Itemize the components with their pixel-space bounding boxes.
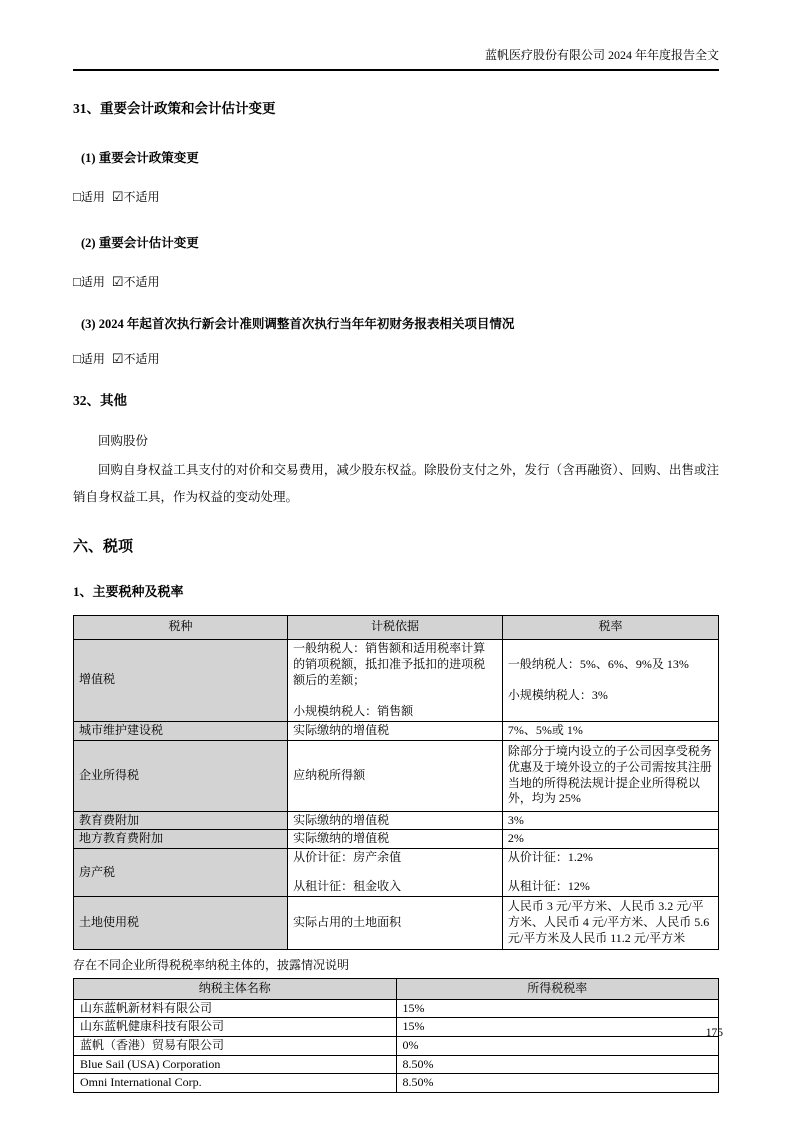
- not-applicable-label: 不适用: [123, 275, 160, 289]
- tax-rate-cell: 3%: [502, 811, 718, 830]
- not-applicable-option: [112, 188, 160, 205]
- table-header-row: [74, 978, 719, 999]
- income-tax-entity-table: [73, 978, 719, 1093]
- checkbox-unchecked-icon: □: [73, 274, 81, 289]
- section-31-sub1-title: (1) 重要会计政策变更: [81, 151, 199, 165]
- vat-basis-small: 小规模纳税人：销售额: [293, 703, 414, 718]
- entity-table-note: 存在不同企业所得税税率纳税主体的，披露情况说明: [73, 957, 350, 972]
- applicable-label: 适用: [80, 190, 105, 204]
- section-31-sub3-title: (3) 2024 年起首次执行新会计准则调整首次执行当年年初财务报表相关项目情况: [81, 317, 515, 331]
- tax-type-cell: 教育费附加: [74, 811, 288, 830]
- vat-rate-general: 一般纳税人：5%、6%、9%及 13%: [507, 656, 689, 671]
- header-tax-basis: 计税依据: [288, 615, 503, 639]
- property-basis-value: 从价计征：房产余值: [293, 850, 402, 865]
- header-tax-rate: 税率: [502, 615, 718, 639]
- checkbox-checked-icon: ☑: [111, 351, 124, 366]
- table-row-property-tax: [74, 849, 719, 897]
- table-header-row: [74, 615, 719, 639]
- table-row-local-education-surcharge: [74, 830, 719, 849]
- applicability-line-1: [73, 188, 719, 205]
- tax-rate-table: [73, 615, 719, 950]
- table-row-entity: [74, 1018, 719, 1037]
- tax-type-cell: 土地使用税: [74, 896, 288, 949]
- tax-basis-cell: 应纳税所得额: [288, 740, 503, 811]
- page-header: [73, 0, 719, 71]
- table-row-entity: [74, 1055, 719, 1074]
- tax-rate-cell: 2%: [502, 830, 718, 849]
- table-row-entity: [74, 1074, 719, 1093]
- document-page: [73, 0, 719, 1093]
- applicability-line-2: [73, 273, 719, 290]
- header-income-tax-rate: 所得税税率: [396, 978, 719, 999]
- entity-rate-cell: 15%: [396, 999, 719, 1018]
- table-row-entity: [74, 1037, 719, 1056]
- applicable-option: [73, 188, 105, 205]
- table-row-entity: [74, 999, 719, 1018]
- section-6-title: 六、税项: [73, 538, 134, 555]
- tax-basis-cell: 实际缴纳的增值税: [288, 811, 503, 830]
- checkbox-checked-icon: ☑: [111, 274, 124, 289]
- header-entity-name: 纳税主体名称: [74, 978, 397, 999]
- report-title: 蓝帆医疗股份有限公司 2024 年年度报告全文: [484, 48, 719, 62]
- entity-name-cell: 蓝帆（香港）贸易有限公司: [74, 1037, 397, 1056]
- tax-basis-cell: 实际缴纳的增值税: [288, 721, 503, 740]
- entity-name-cell: 山东蓝帆新材料有限公司: [74, 999, 397, 1018]
- property-rate-rent: 从租计征：12%: [507, 879, 590, 894]
- section-6-sub1-title: 1、主要税种及税率: [73, 583, 184, 599]
- tax-type-cell: 城市维护建设税: [74, 721, 288, 740]
- entity-rate-cell: 0%: [396, 1037, 719, 1056]
- checkbox-checked-icon: ☑: [111, 189, 124, 204]
- not-applicable-option: [112, 350, 160, 367]
- buyback-paragraph: 回购自身权益工具支付的对价和交易费用，减少股东权益。除股份支付之外，发行（含再融资）、回购、出售或注销自身权益工具，作为权益的变动处理。: [73, 463, 719, 504]
- tax-type-cell: 企业所得税: [74, 740, 288, 811]
- header-tax-type: 税种: [74, 615, 288, 639]
- table-row-corporate-income: [74, 740, 719, 811]
- applicable-label: 适用: [80, 352, 105, 366]
- tax-rate-cell: 人民币 3 元/平方米、人民币 3.2 元/平方米、人民币 4 元/平方米、人民币 5.6 元/平方米及人民币 11.2 元/平方米: [502, 896, 718, 949]
- tax-rate-cell: [502, 849, 718, 897]
- entity-rate-cell: 8.50%: [396, 1055, 719, 1074]
- checkbox-unchecked-icon: □: [73, 351, 81, 366]
- applicable-option: [73, 350, 105, 367]
- entity-name-cell: Blue Sail (USA) Corporation: [74, 1055, 397, 1074]
- table-row-land-use-tax: [74, 896, 719, 949]
- tax-rate-cell: 除部分于境内设立的子公司因享受税务优惠及于境外设立的子公司需按其注册当地的所得税法规计提企业所得税以外，均为 25%: [502, 740, 718, 811]
- page-number: 175: [705, 1027, 723, 1039]
- not-applicable-option: [112, 273, 160, 290]
- entity-rate-cell: 8.50%: [396, 1074, 719, 1093]
- not-applicable-label: 不适用: [123, 352, 160, 366]
- buyback-label: 回购股份: [98, 434, 149, 448]
- entity-rate-cell: 15%: [396, 1018, 719, 1037]
- property-rate-value: 从价计征：1.2%: [507, 850, 593, 865]
- tax-basis-cell: [288, 849, 503, 897]
- tax-basis-cell: 实际缴纳的增值税: [288, 830, 503, 849]
- checkbox-unchecked-icon: □: [73, 189, 81, 204]
- not-applicable-label: 不适用: [123, 190, 160, 204]
- section-31-title: 31、重要会计政策和会计估计变更: [73, 101, 276, 116]
- table-row-urban-maintenance: [74, 721, 719, 740]
- entity-name-cell: Omni International Corp.: [74, 1074, 397, 1093]
- vat-basis-general: 一般纳税人：销售额和适用税率计算的销项税额，抵扣准予抵扣的进项税额后的差额；: [293, 641, 486, 687]
- tax-rate-cell: 7%、5%或 1%: [502, 721, 718, 740]
- section-32-title: 32、其他: [73, 393, 127, 408]
- tax-basis-cell: 实际占用的土地面积: [288, 896, 503, 949]
- entity-name-cell: 山东蓝帆健康科技有限公司: [74, 1018, 397, 1037]
- applicability-line-3: [73, 350, 719, 367]
- vat-rate-small: 小规模纳税人：3%: [507, 687, 608, 702]
- section-31-sub2-title: (2) 重要会计估计变更: [81, 236, 199, 250]
- tax-basis-cell: [288, 639, 503, 721]
- property-basis-rent: 从租计征：租金收入: [293, 879, 402, 894]
- table-row-vat: [74, 639, 719, 721]
- tax-type-cell: 地方教育费附加: [74, 830, 288, 849]
- table-row-education-surcharge: [74, 811, 719, 830]
- tax-type-cell: 增值税: [74, 639, 288, 721]
- applicable-option: [73, 273, 105, 290]
- tax-type-cell: 房产税: [74, 849, 288, 897]
- applicable-label: 适用: [80, 275, 105, 289]
- tax-rate-cell: [502, 639, 718, 721]
